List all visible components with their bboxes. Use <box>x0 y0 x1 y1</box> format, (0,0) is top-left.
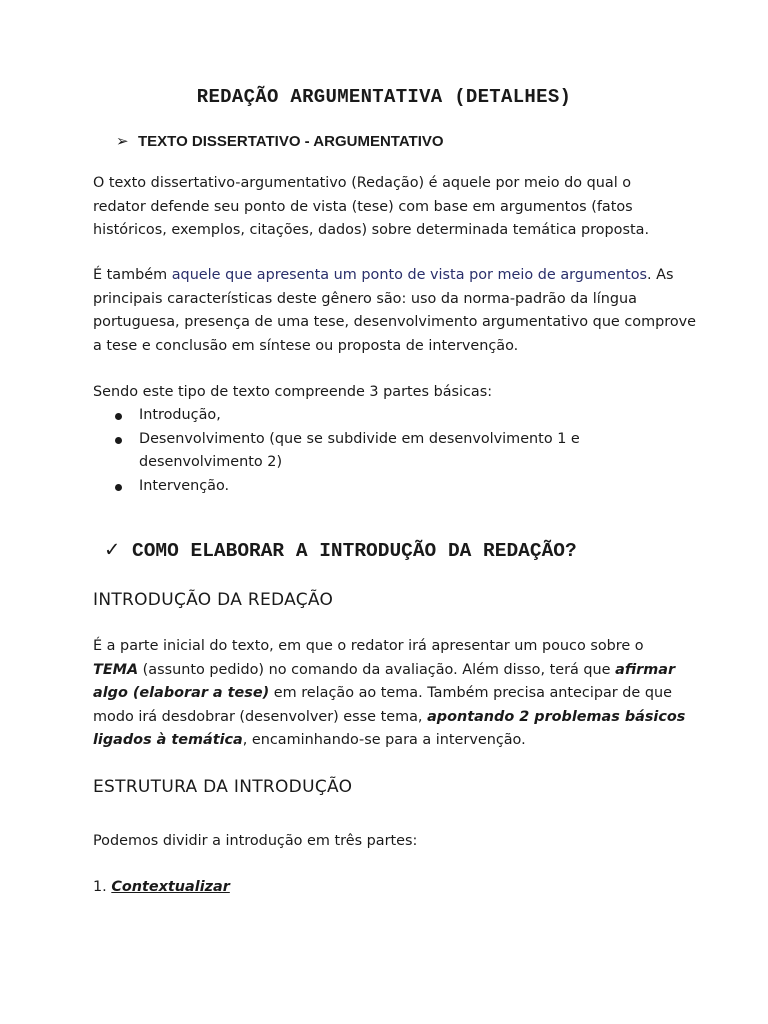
list-item-text: Intervenção. <box>139 477 230 494</box>
numbered-item-1 <box>93 876 683 900</box>
list-item <box>93 428 653 475</box>
check-heading-text: COMO ELABORAR A INTRODUÇÃO DA REDAÇÃO? <box>132 540 577 562</box>
text-line <box>93 659 683 683</box>
paragraph-introduction <box>93 635 686 753</box>
text-run: , encaminhando-se para a intervenção. <box>242 732 526 748</box>
bold-italic-text: apontando 2 problemas básicos <box>427 708 686 725</box>
bullet-dot-icon <box>115 484 122 491</box>
bold-italic-text: TEMA <box>93 661 139 678</box>
text-line <box>93 729 683 753</box>
text-line: O texto dissertativo-argumentativo (Redação) é aquele por meio do qual o <box>93 175 632 191</box>
text-line: portuguesa, presença de uma tese, desenvolvimento argumentativo que comprove <box>93 314 697 330</box>
paragraph-three-parts: Podemos dividir a introdução em três partes: <box>93 833 418 849</box>
page-title: REDAÇÃO ARGUMENTATIVA (DETALHES) <box>196 86 572 108</box>
text-run: . As <box>647 267 674 283</box>
text-run: em relação ao tema. Também precisa antecipar de que <box>269 685 672 701</box>
bold-italic-text: afirmar <box>615 661 676 678</box>
text-line: principais características deste gênero são: uso da norma-padrão da língua <box>93 290 637 307</box>
bullet-dot-icon <box>115 413 122 420</box>
text-line: a tese e conclusão em síntese ou proposta de intervenção. <box>93 337 519 354</box>
highlighted-text: aquele que apresenta um ponto de vista por meio de argumentos <box>171 267 648 283</box>
text-run: modo irá desdobrar (desenvolver) esse tema, <box>93 708 428 725</box>
section-heading-check <box>104 538 577 562</box>
text-run: (assunto pedido) no comando da avaliação. Além disso, terá que <box>138 661 616 678</box>
list-item-text: desenvolvimento 2) <box>139 454 283 470</box>
list-item <box>93 475 653 499</box>
item-number: 1. <box>93 879 112 895</box>
paragraph-characteristics <box>93 264 697 358</box>
text-line: redator defende seu ponto de vista (tese) com base em argumentos (fatos <box>93 198 633 215</box>
bullet-dot-icon <box>115 437 122 444</box>
list-item <box>93 404 653 428</box>
text-line <box>93 706 686 730</box>
list-item-text: Introdução, <box>139 407 221 423</box>
paragraph-definition <box>93 172 683 243</box>
text-line: É a parte inicial do texto, em que o redator irá apresentar um pouco sobre o <box>93 638 644 654</box>
subheading-text: TEXTO DISSERTATIVO - ARGUMENTATIVO <box>138 133 444 150</box>
bold-italic-text: ligados à temática <box>93 732 243 748</box>
text-line: históricos, exemplos, citações, dados) sobre determinada temática proposta. <box>93 222 650 238</box>
text-line <box>93 264 683 288</box>
subheading <box>116 132 444 150</box>
arrow-bullet-icon: ➢ <box>116 133 129 150</box>
parts-list <box>93 404 653 498</box>
section-heading-estrutura: ESTRUTURA DA INTRODUÇÃO <box>93 777 353 797</box>
contextualizar-label: Contextualizar <box>111 879 230 895</box>
bold-italic-text: algo (elaborar a tese) <box>93 685 270 701</box>
paragraph-parts-intro: Sendo este tipo de texto compreende 3 partes básicas: <box>93 384 493 400</box>
checkmark-icon: ✓ <box>104 538 121 561</box>
section-heading-introducao: INTRODUÇÃO DA REDAÇÃO <box>93 590 334 610</box>
text-line <box>93 682 683 706</box>
text-run: É também <box>93 267 172 283</box>
list-item-text: Desenvolvimento (que se subdivide em desenvolvimento 1 e <box>139 430 580 447</box>
